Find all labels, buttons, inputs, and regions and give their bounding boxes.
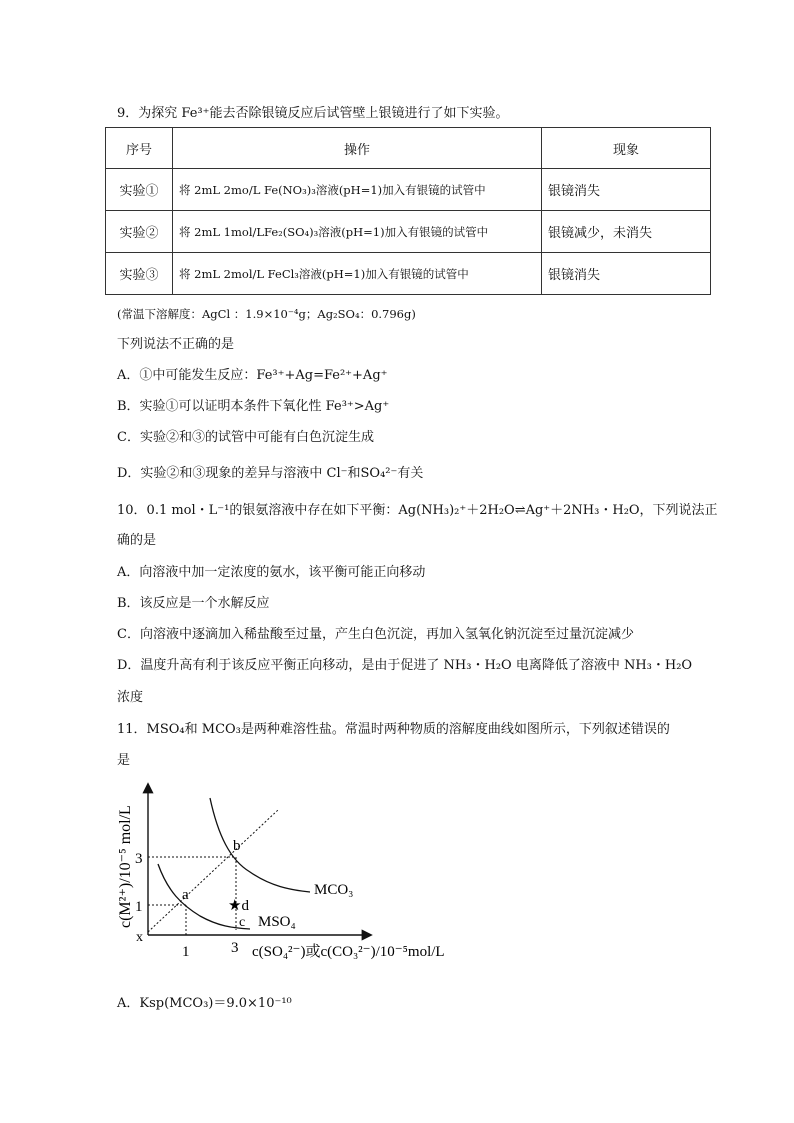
q10-option-b: B．该反应是一个水解反应 xyxy=(117,596,270,611)
row-operation: 将 2mL 1mol/LFe₂(SO₄)₃溶液(pH=1)加入有银镜的试管中 xyxy=(173,211,542,253)
q10-stem-line2: 确的是 xyxy=(117,533,157,548)
q9-prompt: 下列说法不正确的是 xyxy=(117,337,235,352)
q11-option-a: A．Ksp(MCO₃)＝9.0×10⁻¹⁰ xyxy=(117,996,292,1011)
q11-stem-line2: 是 xyxy=(117,753,131,768)
experiment-table xyxy=(105,127,711,295)
q9-stem: 9．为探究 Fe³⁺能去否除银镜反应后试管壁上银镜进行了如下实验。 xyxy=(117,106,509,121)
solubility-figure xyxy=(100,780,500,980)
row-result: 银镜消失 xyxy=(542,253,711,295)
row-operation: 将 2mL 2mol/L FeCl₃溶液(pH=1)加入有银镜的试管中 xyxy=(173,253,542,295)
header-index: 序号 xyxy=(106,128,173,169)
solubility-note: (常温下溶解度：AgCl ：1.9×10⁻⁴g；Ag₂SO₄：0.796g) xyxy=(117,307,416,321)
q9-option-a: A．①中可能发生反应：Fe³⁺+Ag=Fe²⁺+Ag⁺ xyxy=(117,368,388,383)
q9-option-b: B．实验①可以证明本条件下氧化性 Fe³⁺>Ag⁺ xyxy=(117,399,390,414)
q10-option-a: A．向溶液中加一定浓度的氨水，该平衡可能正向移动 xyxy=(117,565,426,580)
x-axis-label: c(SO₄²⁻)或c(CO₃²⁻)/10⁻⁵mol/L xyxy=(252,944,445,960)
header-operation: 操作 xyxy=(173,128,542,169)
label-mso4: MSO₄ xyxy=(258,914,296,930)
origin-label: x xyxy=(136,930,143,945)
row-id: 实验③ xyxy=(106,253,173,295)
point-c: c xyxy=(239,915,246,930)
q10-stem-line1: 10．0.1 mol・L⁻¹的银氨溶液中存在如下平衡：Ag(NH₃)₂⁺＋2H₂O⇌Ag⁺＋2NH₃・H₂O，下列说法正 xyxy=(117,503,718,518)
label-mco3: MCO₃ xyxy=(314,882,354,898)
table-row xyxy=(106,169,711,211)
table-row xyxy=(106,211,711,253)
curve-mco3 xyxy=(210,798,310,892)
header-phenomenon: 现象 xyxy=(542,128,711,169)
row-result: 银镜消失 xyxy=(542,169,711,211)
row-operation: 将 2mL 2mo/L Fe(NO₃)₃溶液(pH=1)加入有银镜的试管中 xyxy=(173,169,542,211)
table-row xyxy=(106,253,711,295)
point-d: ★d xyxy=(228,898,249,914)
q10-option-d: D．温度升高有利于该反应平衡正向移动，是由于促进了 NH₃・H₂O 电离降低了溶液中 NH₃・H₂O xyxy=(117,658,693,673)
q10-option-c: C．向溶液中逐滴加入稀盐酸至过量，产生白色沉淀，再加入氢氧化钠沉淀至过量沉淀减少 xyxy=(117,627,634,642)
q9-option-d: D．实验②和③现象的差异与溶液中 Cl⁻和SO₄²⁻有关 xyxy=(117,466,424,481)
q10-option-d-cont: 浓度 xyxy=(117,690,144,705)
x-tick-3: 3 xyxy=(231,940,239,956)
point-b: b xyxy=(233,838,241,854)
y-tick-1: 1 xyxy=(135,899,143,915)
q9-option-c: C．实验②和③的试管中可能有白色沉淀生成 xyxy=(117,430,374,445)
row-id: 实验① xyxy=(106,169,173,211)
row-id: 实验② xyxy=(106,211,173,253)
y-axis-label: c(M²⁺)/10⁻⁵ mol/L xyxy=(117,805,134,928)
row-result: 银镜减少，未消失 xyxy=(542,211,711,253)
q11-stem-line1: 11．MSO₄和 MCO₃是两种难溶性盐。常温时两种物质的溶解度曲线如图所示，下列叙述错误的 xyxy=(117,722,670,737)
table-header-row xyxy=(106,128,711,169)
point-a: a xyxy=(182,887,189,903)
y-tick-3: 3 xyxy=(135,851,143,867)
x-tick-1: 1 xyxy=(182,944,190,960)
